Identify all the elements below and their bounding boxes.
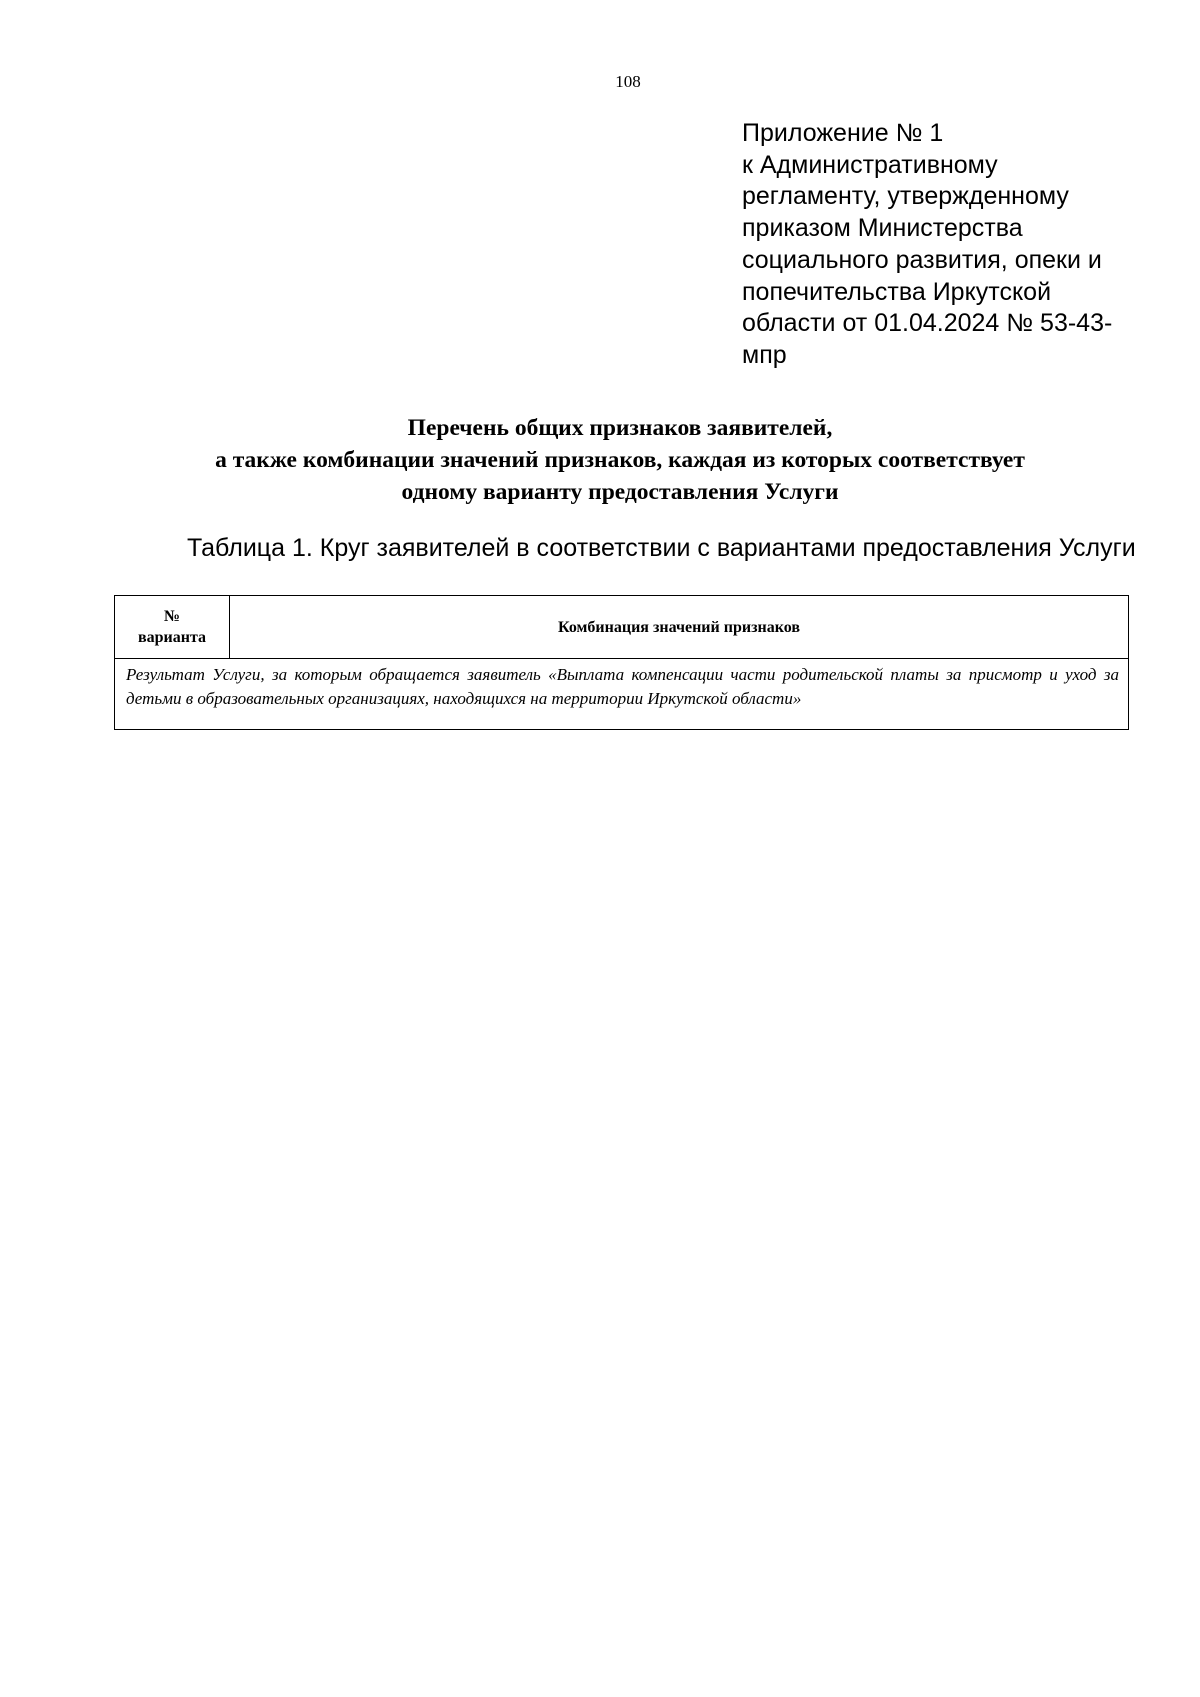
table-row	[115, 659, 1129, 730]
annex-block	[742, 118, 1142, 372]
table-caption: Таблица 1. Круг заявителей в соответствии с вариантами предоставления Услуги	[187, 534, 1136, 562]
header-number-sign: №	[163, 608, 181, 625]
annex-line: мпр	[742, 340, 787, 369]
header-variant-label: варианта	[137, 629, 207, 646]
annex-line: к Административному	[742, 150, 998, 179]
annex-line: области от 01.04.2024 № 53-43-	[742, 309, 1113, 338]
title-line: одному варианту предоставления Услуги	[401, 479, 839, 505]
title-line: Перечень общих признаков заявителей,	[407, 415, 833, 441]
title-line: а также комбинации значений признаков, каждая из которых соответствует	[215, 447, 1025, 473]
header-variant-number	[115, 596, 230, 659]
table-header-row	[115, 596, 1129, 659]
applicants-table	[114, 595, 1129, 730]
document-title	[110, 412, 1130, 508]
header-combination: Комбинация значений признаков	[230, 596, 1129, 659]
annex-line: попечительства Иркутской	[742, 277, 1052, 306]
annex-line: приказом Министерства	[742, 214, 1023, 243]
annex-line: регламенту, утвержденному	[742, 182, 1069, 211]
annex-line: социального развития, опеки и	[742, 245, 1102, 274]
service-result-cell: Результат Услуги, за которым обращается заявитель «Выплата компенсации части родительской платы за присмотр и уход за детьми в образовательных организациях, находящихся на территории Иркутской области»	[115, 659, 1129, 730]
page-number: 108	[615, 72, 641, 91]
annex-line: Приложение № 1	[742, 119, 944, 147]
